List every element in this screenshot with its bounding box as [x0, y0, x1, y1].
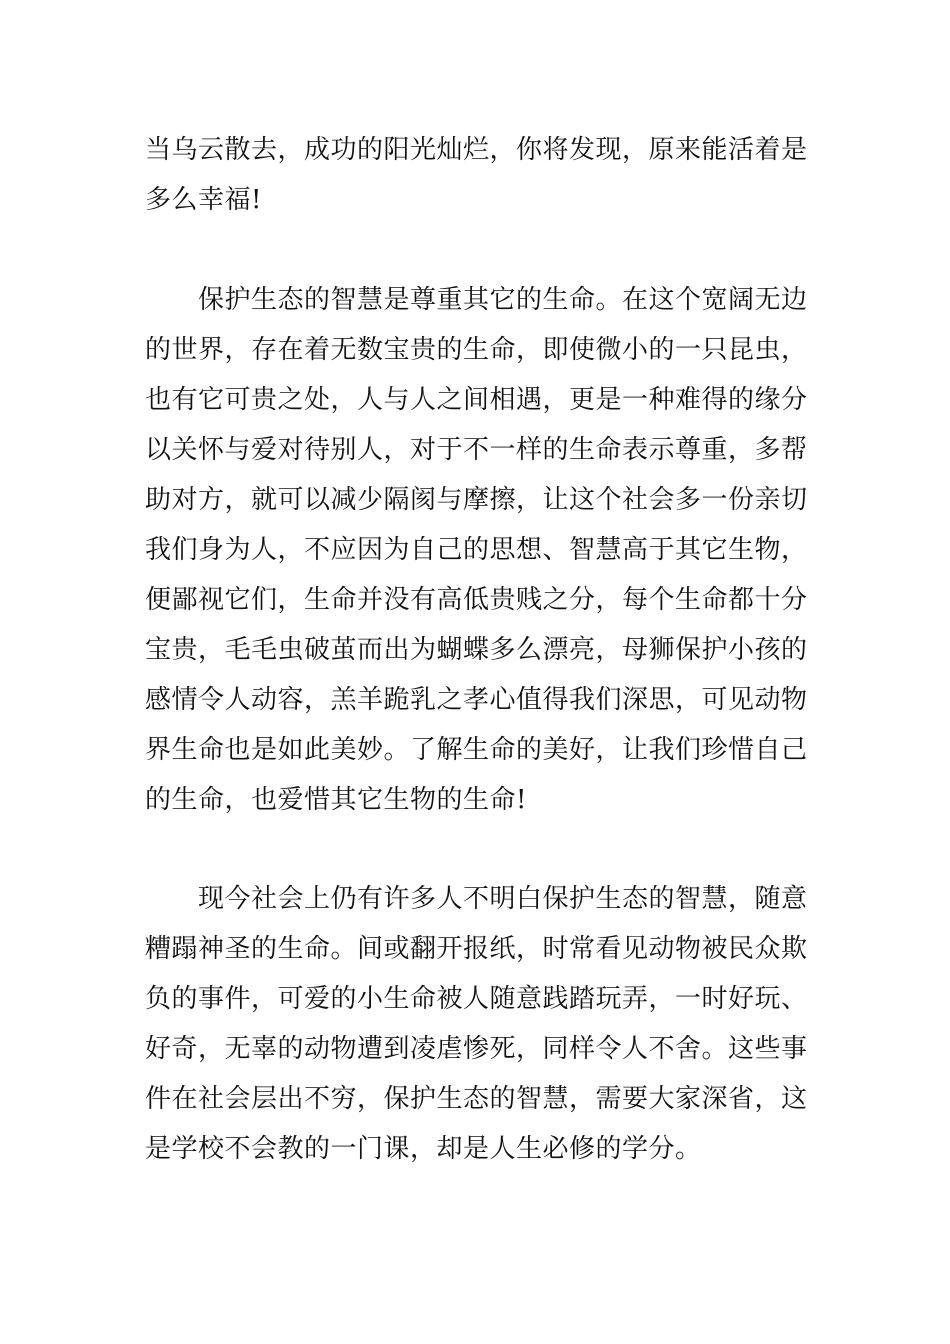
- paragraph-2-line-3: 也有它可贵之处，人与人之间相遇，更是一种难得的缘分: [145, 385, 808, 415]
- paragraph-3-line-3: 负的事件，可爱的小生命被人随意践踏玩弄，一时好玩、: [145, 984, 808, 1014]
- paragraph-2-line-9: 感情令人动容，羔羊跪乳之孝心值得我们深思，可见动物: [145, 685, 808, 715]
- paragraph-3-line-4: 好奇，无辜的动物遭到凌虐惨死，同样令人不舍。这些事: [145, 1034, 808, 1064]
- paragraph-3-line-6: 是学校不会教的一门课，却是人生必修的学分。: [145, 1134, 702, 1164]
- paragraph-3-line-2: 糟蹋神圣的生命。间或翻开报纸，时常看见动物被民众欺: [145, 934, 808, 964]
- paragraph-1-line-2: 多么幸福!: [145, 185, 262, 215]
- paragraph-2-line-2: 的世界，存在着无数宝贵的生命，即使微小的一只昆虫，: [145, 335, 808, 365]
- paragraph-3-line-5: 件在社会层出不穷，保护生态的智慧，需要大家深省，这: [145, 1084, 808, 1114]
- paragraph-2-line-7: 便鄙视它们，生命并没有高低贵贱之分，每个生命都十分: [145, 585, 808, 615]
- paragraph-1-line-1: 当乌云散去，成功的阳光灿烂，你将发现，原来能活着是: [145, 135, 808, 165]
- paragraph-2-line-5: 助对方，就可以减少隔阂与摩擦，让这个社会多一份亲切: [145, 485, 808, 515]
- paragraph-3-line-1: 现今社会上仍有许多人不明白保护生态的智慧，随意: [198, 884, 808, 914]
- paragraph-2-line-6: 我们身为人，不应因为自己的思想、智慧高于其它生物，: [145, 535, 808, 565]
- paragraph-2-line-1: 保护生态的智慧是尊重其它的生命。在这个宽阔无边: [198, 285, 808, 315]
- paragraph-2-line-11: 的生命，也爱惜其它生物的生命!: [145, 785, 527, 815]
- paragraph-2-line-4: 以关怀与爱对待别人，对于不一样的生命表示尊重，多帮: [145, 435, 808, 465]
- paragraph-2-line-8: 宝贵，毛毛虫破茧而出为蝴蝶多么漂亮，母狮保护小孩的: [145, 635, 808, 665]
- paragraph-2-line-10: 界生命也是如此美妙。了解生命的美好，让我们珍惜自己: [145, 735, 808, 765]
